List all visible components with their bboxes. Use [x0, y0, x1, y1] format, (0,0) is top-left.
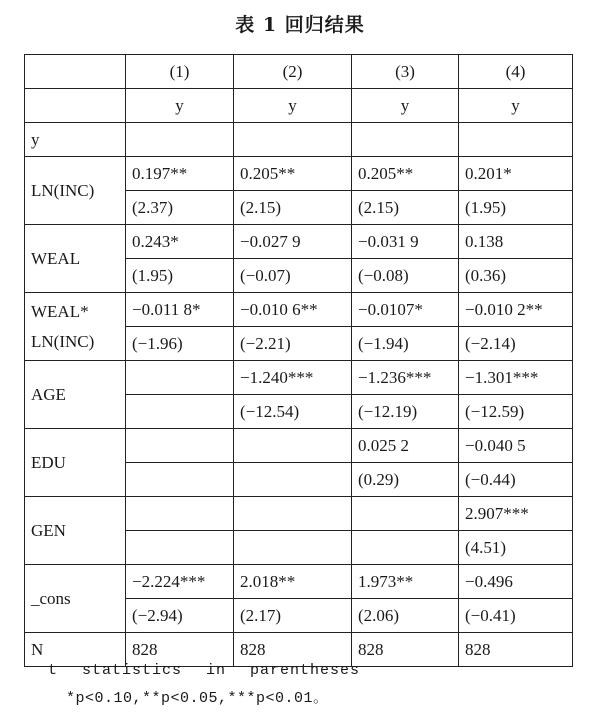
tstat-cell — [126, 531, 234, 565]
table-note-significance: *p<0.10,**p<0.05,***p<0.01。 — [66, 690, 329, 707]
variable-label: WEAL — [25, 225, 126, 293]
coef-cell: 0.205** — [234, 157, 352, 191]
tstat-cell — [352, 531, 459, 565]
depvar-header: y — [352, 89, 459, 123]
tstat-cell: (−2.21) — [234, 327, 352, 361]
tstat-cell: (−0.07) — [234, 259, 352, 293]
table-caption: 表 1 回归结果 — [235, 14, 365, 36]
coef-cell: 0.197** — [126, 157, 234, 191]
table-row — [25, 497, 573, 531]
tstat-cell: (−12.19) — [352, 395, 459, 429]
coef-cell: −0.010 2** — [459, 293, 573, 327]
tstat-cell: (1.95) — [126, 259, 234, 293]
coef-cell: −0.011 8* — [126, 293, 234, 327]
variable-label: LN(INC) — [25, 157, 126, 225]
tstat-cell: (2.06) — [352, 599, 459, 633]
coef-cell — [126, 429, 234, 463]
coef-cell: 2.907*** — [459, 497, 573, 531]
n-cell: 828 — [352, 633, 459, 667]
table-row — [25, 361, 573, 395]
tstat-cell: (−2.14) — [459, 327, 573, 361]
n-cell: 828 — [459, 633, 573, 667]
tstat-cell — [126, 463, 234, 497]
table-row — [25, 565, 573, 599]
depvar-header: y — [459, 89, 573, 123]
tstat-cell: (−12.59) — [459, 395, 573, 429]
coef-cell — [126, 497, 234, 531]
coef-cell — [234, 497, 352, 531]
tstat-cell: (−1.94) — [352, 327, 459, 361]
n-cell: 828 — [126, 633, 234, 667]
coef-cell — [126, 361, 234, 395]
section-row — [25, 123, 573, 157]
coef-cell: 0.025 2 — [352, 429, 459, 463]
coef-cell — [352, 497, 459, 531]
tstat-cell: (−0.41) — [459, 599, 573, 633]
header-corner — [25, 89, 126, 123]
coef-cell: −1.301*** — [459, 361, 573, 395]
variable-label: GEN — [25, 497, 126, 565]
coef-cell: −0.027 9 — [234, 225, 352, 259]
coef-cell: −0.010 6** — [234, 293, 352, 327]
coef-cell: 0.201* — [459, 157, 573, 191]
coef-cell: −1.236*** — [352, 361, 459, 395]
model-header: (4) — [459, 55, 573, 89]
coef-cell — [234, 429, 352, 463]
coef-cell: 2.018** — [234, 565, 352, 599]
table-row — [25, 293, 573, 327]
variable-label: EDU — [25, 429, 126, 497]
tstat-cell: (−12.54) — [234, 395, 352, 429]
model-header: (1) — [126, 55, 234, 89]
depvar-header: y — [126, 89, 234, 123]
table-row — [25, 225, 573, 259]
tstat-cell: (2.15) — [234, 191, 352, 225]
variable-label-line: LN(INC) — [31, 331, 95, 351]
coef-cell: 0.243* — [126, 225, 234, 259]
tstat-cell: (−2.94) — [126, 599, 234, 633]
coef-cell: −0.0107* — [352, 293, 459, 327]
tstat-cell: (−0.44) — [459, 463, 573, 497]
model-header: (3) — [352, 55, 459, 89]
model-header: (2) — [234, 55, 352, 89]
variable-label: _cons — [25, 565, 126, 633]
variable-label-line: WEAL* — [31, 301, 89, 321]
header-row-models — [25, 55, 573, 89]
variable-label — [25, 293, 126, 361]
tstat-cell: (1.95) — [459, 191, 573, 225]
section-label: y — [25, 123, 126, 157]
coef-cell: 1.973** — [352, 565, 459, 599]
tstat-cell: (2.15) — [352, 191, 459, 225]
header-corner — [25, 55, 126, 89]
coef-cell: −0.496 — [459, 565, 573, 599]
tstat-cell — [234, 531, 352, 565]
coef-cell: −0.031 9 — [352, 225, 459, 259]
depvar-header: y — [234, 89, 352, 123]
table-row — [25, 429, 573, 463]
tstat-cell: (4.51) — [459, 531, 573, 565]
tstat-cell — [126, 395, 234, 429]
coef-cell: 0.138 — [459, 225, 573, 259]
tstat-cell: (2.37) — [126, 191, 234, 225]
tstat-cell: (0.29) — [352, 463, 459, 497]
coef-cell: −1.240*** — [234, 361, 352, 395]
tstat-cell: (−1.96) — [126, 327, 234, 361]
tstat-cell: (0.36) — [459, 259, 573, 293]
coef-cell: 0.205** — [352, 157, 459, 191]
table-row — [25, 157, 573, 191]
variable-label: N — [25, 633, 126, 667]
coef-cell: −2.224*** — [126, 565, 234, 599]
regression-table — [24, 54, 573, 667]
n-cell: 828 — [234, 633, 352, 667]
coef-cell: −0.040 5 — [459, 429, 573, 463]
tstat-cell — [234, 463, 352, 497]
tstat-cell: (−0.08) — [352, 259, 459, 293]
table-note-tstat: t statistics in parentheses — [48, 662, 361, 679]
variable-label: AGE — [25, 361, 126, 429]
tstat-cell: (2.17) — [234, 599, 352, 633]
header-row-depvar — [25, 89, 573, 123]
